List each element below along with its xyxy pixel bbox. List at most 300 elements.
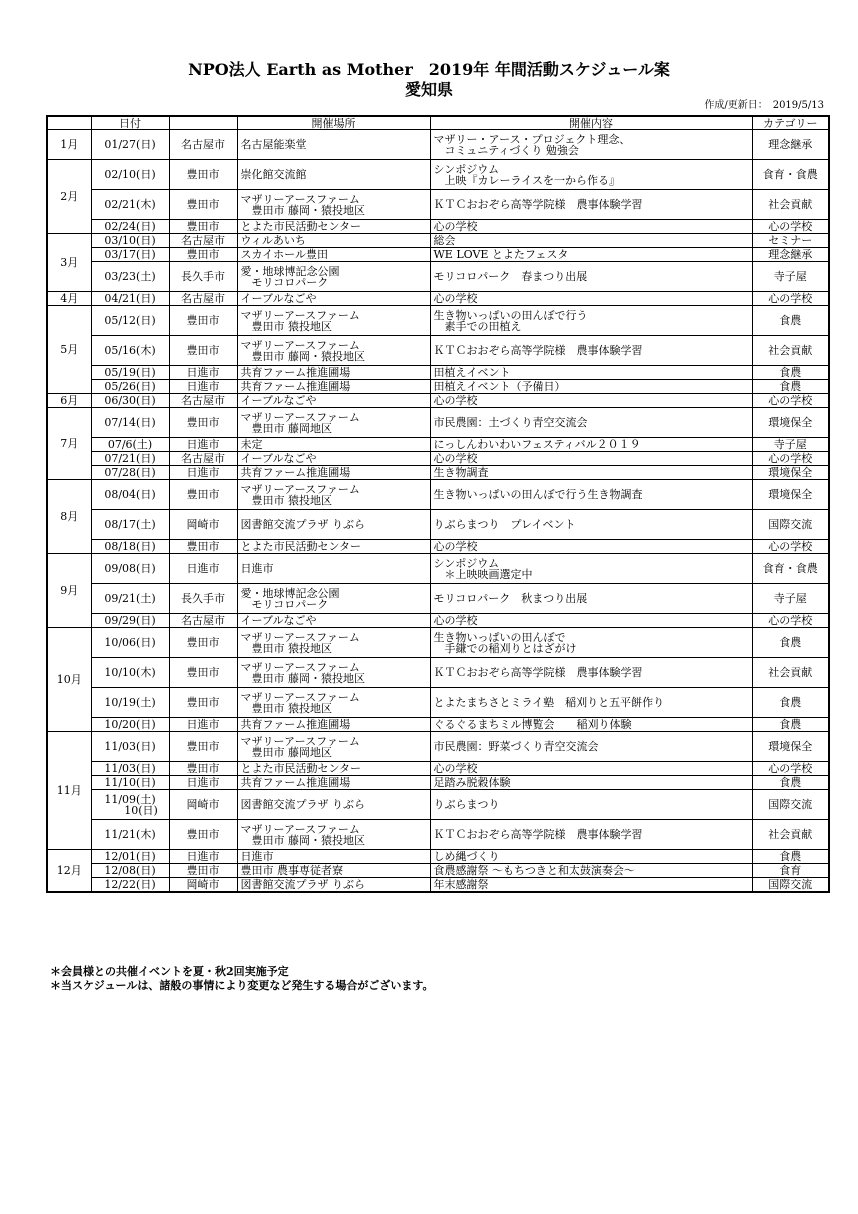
content-cell-line: 年末感謝祭: [433, 877, 489, 891]
date-cell: [91, 688, 169, 718]
city-cell: 豊田市: [169, 248, 237, 262]
month-cell: 6月: [47, 394, 91, 408]
venue-cell: [237, 718, 430, 732]
venue-cell-line: マザリーアースファーム: [240, 734, 360, 748]
content-cell: [430, 540, 752, 554]
venue-cell-line: マザリーアースファーム: [240, 690, 360, 704]
header-venue: 開催場所: [237, 116, 430, 130]
content-cell-line: 心の学校: [433, 452, 478, 465]
city-cell: 岡崎市: [169, 510, 237, 540]
venue-cell-line: 豊田市 猿投地区: [240, 701, 332, 715]
content-cell-line: ＫＴＣおおぞら高等学院様 農事体験学習: [433, 828, 643, 841]
category-cell: 国際交流: [752, 878, 829, 892]
city-cell: 豊田市: [169, 732, 237, 762]
content-cell: [430, 408, 752, 438]
venue-cell-line: マザリーアースファーム: [240, 308, 360, 322]
venue-cell: [237, 366, 430, 380]
table-row: [47, 732, 829, 762]
venue-cell-line: マザリーアースファーム: [240, 192, 360, 206]
month-cell: 4月: [47, 292, 91, 306]
date-cell: [91, 408, 169, 438]
table-row: [47, 262, 829, 292]
category-cell: 環境保全: [752, 466, 829, 480]
content-cell: [430, 554, 752, 584]
category-cell: 理念継承: [752, 130, 829, 160]
content-cell-line: 田植えイベント: [433, 366, 511, 379]
content-cell-line: 心の学校: [433, 394, 478, 407]
venue-cell: [237, 234, 430, 248]
content-cell: [430, 878, 752, 892]
content-cell: [430, 394, 752, 408]
date-cell: [91, 762, 169, 776]
city-cell: 日進市: [169, 438, 237, 452]
content-cell: [430, 292, 752, 306]
city-cell: 日進市: [169, 380, 237, 394]
header-category: カテゴリー: [752, 116, 829, 130]
content-cell: [430, 718, 752, 732]
table-row: [47, 776, 829, 790]
date-cell: [91, 554, 169, 584]
city-cell: 日進市: [169, 776, 237, 790]
venue-cell: [237, 306, 430, 336]
date-cell: [91, 452, 169, 466]
date-cell: [91, 466, 169, 480]
venue-cell: [237, 614, 430, 628]
date-cell: [91, 820, 169, 850]
category-cell: 環境保全: [752, 732, 829, 762]
venue-cell-line: 未定: [240, 438, 263, 451]
city-cell: 名古屋市: [169, 130, 237, 160]
date-cell: [91, 160, 169, 190]
content-cell-line: ＫＴＣおおぞら高等学院様 農事体験学習: [433, 344, 643, 357]
city-cell: 豊田市: [169, 220, 237, 234]
table-row: [47, 584, 829, 614]
table-row: [47, 438, 829, 452]
content-cell-line: 生き物いっぱいの田んぼで: [433, 630, 566, 644]
date-cell-line: 11/10(日): [104, 776, 156, 789]
venue-cell-line: マザリーアースファーム: [240, 482, 360, 496]
date-cell: [91, 864, 169, 878]
date-cell-line: 06/30(日): [104, 394, 156, 407]
date-cell: [91, 336, 169, 366]
header-content: 開催内容: [430, 116, 752, 130]
city-cell: 豊田市: [169, 864, 237, 878]
content-cell-line: にっしんわいわいフェスティバル２０１９: [433, 438, 641, 451]
content-cell-line: 心の学校: [433, 292, 478, 305]
city-cell: 豊田市: [169, 160, 237, 190]
venue-cell-line: 豊田市 藤岡地区: [240, 421, 332, 435]
venue-cell: [237, 658, 430, 688]
venue-cell-line: とよた市民活動センター: [240, 762, 362, 775]
header-city: [169, 116, 237, 130]
venue-cell-line: マザリーアースファーム: [240, 822, 360, 836]
date-cell: [91, 394, 169, 408]
category-cell: 食育: [752, 864, 829, 878]
content-cell: [430, 336, 752, 366]
venue-cell-line: モリコロパーク: [240, 597, 329, 611]
table-row: [47, 718, 829, 732]
content-cell-line: りぶらまつり: [433, 798, 500, 811]
month-cell: 8月: [47, 480, 91, 554]
date-cell-line: 12/01(日): [104, 850, 156, 863]
date-cell: [91, 130, 169, 160]
date-cell-line: 11/21(木): [104, 828, 156, 841]
month-cell: 1月: [47, 130, 91, 160]
city-cell: 名古屋市: [169, 452, 237, 466]
category-cell: 社会貢献: [752, 190, 829, 220]
date-cell-line: 11/03(日): [104, 740, 156, 753]
content-cell-line: 素手での田植え: [433, 319, 522, 333]
category-cell: 環境保全: [752, 408, 829, 438]
date-cell-line: 09/21(土): [104, 592, 156, 605]
city-cell: 岡崎市: [169, 790, 237, 820]
content-cell-line: 総会: [433, 234, 456, 247]
venue-cell-line: マザリーアースファーム: [240, 660, 360, 674]
venue-cell: [237, 408, 430, 438]
content-cell-line: とよたまちさとミライ塾 稲刈りと五平餅作り: [433, 696, 665, 709]
date-cell: [91, 584, 169, 614]
category-cell: 寺子屋: [752, 438, 829, 452]
venue-cell-line: 豊田市 藤岡地区: [240, 745, 332, 759]
venue-cell-line: 図書館交流プラザ りぶら: [240, 877, 365, 891]
city-cell: 岡崎市: [169, 878, 237, 892]
date-cell: [91, 438, 169, 452]
venue-cell: [237, 554, 430, 584]
venue-cell: [237, 160, 430, 190]
venue-cell-line: マザリーアースファーム: [240, 338, 360, 352]
content-cell: [430, 614, 752, 628]
date-cell-line: 05/19(日): [104, 366, 156, 379]
table-row: [47, 540, 829, 554]
date-cell-line: 05/12(日): [104, 314, 156, 327]
category-cell: 食育・食農: [752, 554, 829, 584]
schedule-body: [47, 130, 829, 892]
date-cell-line: 03/17(日): [104, 248, 156, 261]
venue-cell: [237, 732, 430, 762]
category-cell: 社会貢献: [752, 820, 829, 850]
city-cell: 日進市: [169, 466, 237, 480]
city-cell: 豊田市: [169, 336, 237, 366]
venue-cell: [237, 336, 430, 366]
month-cell: 9月: [47, 554, 91, 628]
venue-cell-line: 図書館交流プラザ りぶら: [240, 518, 365, 531]
content-cell: [430, 220, 752, 234]
date-cell-line: 08/04(日): [104, 488, 156, 501]
content-cell-line: 生き物いっぱいの田んぼで行う: [433, 308, 588, 322]
table-row: [47, 614, 829, 628]
date-cell-line: 12/08(日): [104, 864, 156, 877]
category-cell: 心の学校: [752, 614, 829, 628]
category-cell: 社会貢献: [752, 658, 829, 688]
venue-cell-line: イーブルなごや: [240, 394, 317, 407]
table-row: [47, 466, 829, 480]
date-cell: [91, 190, 169, 220]
content-cell: [430, 584, 752, 614]
table-row: [47, 292, 829, 306]
table-row: [47, 480, 829, 510]
date-cell-line: 02/10(日): [104, 168, 156, 181]
content-cell-line: 心の学校: [433, 762, 478, 775]
table-header-row: [47, 116, 829, 130]
category-cell: 食農: [752, 306, 829, 336]
date-cell-line: 04/21(日): [104, 292, 156, 305]
venue-cell-line: イーブルなごや: [240, 452, 317, 465]
venue-cell: [237, 584, 430, 614]
note-line: ＊会員様との共催イベントを夏・秋2回実施予定: [50, 965, 289, 978]
content-cell: [430, 732, 752, 762]
date-cell: [91, 540, 169, 554]
city-cell: 日進市: [169, 718, 237, 732]
category-cell: 寺子屋: [752, 262, 829, 292]
content-cell-line: 市民農園：土づくり青空交流会: [433, 416, 588, 429]
content-cell-line: 食農感謝祭 ～もちつきと和太鼓演奏会～: [433, 864, 635, 877]
date-cell-line: 08/18(日): [104, 540, 156, 553]
city-cell: 名古屋市: [169, 394, 237, 408]
date-cell-line: 10/19(土): [104, 696, 156, 709]
content-cell: [430, 776, 752, 790]
city-cell: 名古屋市: [169, 614, 237, 628]
content-cell-line: シンポジウム: [433, 162, 500, 176]
date-cell-line: 02/24(日): [104, 220, 156, 233]
venue-cell-line: 豊田市 藤岡・猿投地区: [240, 671, 365, 685]
table-row: [47, 306, 829, 336]
venue-cell-line: イーブルなごや: [240, 292, 317, 305]
venue-cell-line: 日進市: [240, 562, 274, 575]
content-cell-line: ＫＴＣおおぞら高等学院様 農事体験学習: [433, 198, 643, 211]
table-row: [47, 820, 829, 850]
category-cell: 心の学校: [752, 220, 829, 234]
date-cell: [91, 510, 169, 540]
date-cell: [91, 850, 169, 864]
venue-cell-line: 共育ファーム推進圃場: [240, 776, 351, 789]
date-cell: [91, 628, 169, 658]
venue-cell: [237, 438, 430, 452]
content-cell: [430, 628, 752, 658]
content-cell: [430, 850, 752, 864]
venue-cell-line: マザリーアースファーム: [240, 410, 360, 424]
category-cell: 社会貢献: [752, 336, 829, 366]
venue-cell: [237, 220, 430, 234]
content-cell-line: ＊上映映画選定中: [433, 567, 533, 581]
date-cell-line: 07/14(日): [104, 416, 156, 429]
date-cell: [91, 262, 169, 292]
date-cell-line: 03/23(土): [104, 270, 156, 283]
date-cell-line: 05/16(木): [104, 344, 156, 357]
date-cell: [91, 718, 169, 732]
venue-cell: [237, 480, 430, 510]
content-cell-line: 手鎌での稲刈りとはざがけ: [433, 641, 577, 655]
date-cell-line: 02/21(木): [104, 198, 156, 211]
date-cell: [91, 790, 169, 820]
date-cell-line: 09/08(日): [104, 562, 156, 575]
table-row: [47, 850, 829, 864]
city-cell: 日進市: [169, 554, 237, 584]
city-cell: 豊田市: [169, 820, 237, 850]
content-cell-line: 生き物調査: [433, 466, 489, 479]
content-cell-line: ぐるぐるまちミル博覧会 稲刈り体験: [433, 718, 632, 731]
content-cell: [430, 864, 752, 878]
content-cell-line: 足踏み脱穀体験: [433, 776, 511, 789]
content-cell: [430, 658, 752, 688]
date-cell-line: 01/27(日): [104, 138, 156, 151]
venue-cell-line: マザリーアースファーム: [240, 630, 360, 644]
date-cell-line: 11/09(土): [104, 792, 156, 806]
date-cell: [91, 380, 169, 394]
city-cell: 豊田市: [169, 408, 237, 438]
venue-cell: [237, 790, 430, 820]
date-cell: [91, 732, 169, 762]
date-cell: [91, 306, 169, 336]
content-cell-line: 上映『カレーライスを一から作る』: [433, 173, 621, 187]
venue-cell: [237, 850, 430, 864]
table-row: [47, 380, 829, 394]
date-cell-line: 10/10(木): [104, 666, 156, 679]
category-cell: 心の学校: [752, 540, 829, 554]
table-row: [47, 762, 829, 776]
content-cell-line: WE LOVE とよたフェスタ: [433, 248, 569, 261]
content-cell: [430, 820, 752, 850]
date-cell: [91, 292, 169, 306]
venue-cell-line: ウィルあいち: [240, 234, 306, 247]
venue-cell: [237, 762, 430, 776]
content-cell: [430, 480, 752, 510]
category-cell: 理念継承: [752, 248, 829, 262]
category-cell: 心の学校: [752, 292, 829, 306]
content-cell-line: モリコロパーク 秋まつり出展: [433, 592, 588, 605]
venue-cell-line: 豊田市 藤岡・猿投地区: [240, 833, 365, 847]
city-cell: 名古屋市: [169, 292, 237, 306]
venue-cell-line: イーブルなごや: [240, 614, 317, 627]
content-cell: [430, 762, 752, 776]
city-cell: 豊田市: [169, 658, 237, 688]
header-month: [47, 116, 91, 130]
table-row: [47, 130, 829, 160]
content-cell: [430, 688, 752, 718]
venue-cell: [237, 466, 430, 480]
content-cell-line: 田植えイベント（予備日）: [433, 380, 566, 393]
venue-cell-line: とよた市民活動センター: [240, 540, 362, 553]
month-cell: 10月: [47, 628, 91, 732]
content-cell-line: 心の学校: [433, 614, 478, 627]
table-row: [47, 220, 829, 234]
venue-cell-line: 愛・地球博記念公園: [240, 586, 340, 600]
city-cell: 豊田市: [169, 480, 237, 510]
city-cell: 豊田市: [169, 306, 237, 336]
content-cell-line: ＫＴＣおおぞら高等学院様 農事体験学習: [433, 666, 643, 679]
venue-cell: [237, 380, 430, 394]
venue-cell: [237, 248, 430, 262]
date-cell-line: 07/21(日): [104, 452, 156, 465]
content-cell: [430, 248, 752, 262]
content-cell: [430, 452, 752, 466]
table-row: [47, 160, 829, 190]
table-row: [47, 878, 829, 892]
date-cell-line: 08/17(土): [104, 518, 156, 531]
category-cell: 食育・食農: [752, 160, 829, 190]
content-cell: [430, 160, 752, 190]
content-cell: [430, 380, 752, 394]
date-cell-line: 10(日): [102, 803, 158, 817]
venue-cell: [237, 878, 430, 892]
venue-cell: [237, 262, 430, 292]
date-cell: [91, 248, 169, 262]
venue-cell: [237, 864, 430, 878]
table-row: [47, 554, 829, 584]
venue-cell-line: 豊田市 藤岡・猿投地区: [240, 349, 365, 363]
category-cell: 心の学校: [752, 394, 829, 408]
venue-cell-line: 豊田市 猿投地区: [240, 319, 332, 333]
city-cell: 日進市: [169, 850, 237, 864]
content-cell-line: モリコロパーク 春まつり出展: [433, 270, 588, 283]
category-cell: 食農: [752, 688, 829, 718]
city-cell: 豊田市: [169, 762, 237, 776]
category-cell: 国際交流: [752, 790, 829, 820]
table-row: [47, 394, 829, 408]
table-row: [47, 510, 829, 540]
month-cell: 12月: [47, 850, 91, 892]
venue-cell-line: 豊田市 農事専従者寮: [240, 864, 343, 877]
content-cell-line: しめ縄づくり: [433, 850, 500, 863]
category-cell: 食農: [752, 850, 829, 864]
category-cell: 食農: [752, 366, 829, 380]
content-cell: [430, 466, 752, 480]
content-cell: [430, 190, 752, 220]
city-cell: 日進市: [169, 366, 237, 380]
venue-cell-line: 共育ファーム推進圃場: [240, 718, 351, 731]
venue-cell-line: 豊田市 猿投地区: [240, 641, 332, 655]
table-row: [47, 658, 829, 688]
date-cell-line: 07/6(土): [107, 438, 153, 451]
venue-cell: [237, 540, 430, 554]
city-cell: 名古屋市: [169, 234, 237, 248]
venue-cell: [237, 130, 430, 160]
content-cell-line: 生き物いっぱいの田んぼで行う生き物調査: [433, 488, 643, 501]
venue-cell-line: 図書館交流プラザ りぶら: [240, 798, 365, 811]
category-cell: 食農: [752, 718, 829, 732]
content-cell: [430, 130, 752, 160]
venue-cell-line: 日進市: [240, 850, 274, 863]
venue-cell-line: 豊田市 猿投地区: [240, 493, 332, 507]
city-cell: 豊田市: [169, 688, 237, 718]
venue-cell: [237, 292, 430, 306]
category-cell: 心の学校: [752, 452, 829, 466]
date-cell-line: 05/26(日): [104, 380, 156, 393]
venue-cell: [237, 688, 430, 718]
table-row: [47, 688, 829, 718]
content-cell: [430, 234, 752, 248]
updated-date: 作成/更新日： 2019/5/13: [704, 100, 824, 111]
content-cell-line: りぶらまつり プレイベント: [433, 518, 576, 531]
month-cell: 3月: [47, 234, 91, 292]
content-cell-line: 心の学校: [433, 220, 478, 233]
venue-cell: [237, 394, 430, 408]
category-cell: セミナー: [752, 234, 829, 248]
month-cell: 5月: [47, 306, 91, 394]
category-cell: 寺子屋: [752, 584, 829, 614]
date-cell-line: 09/29(日): [104, 614, 156, 627]
content-cell: [430, 790, 752, 820]
content-cell: [430, 510, 752, 540]
venue-cell: [237, 776, 430, 790]
table-row: [47, 452, 829, 466]
content-cell: [430, 306, 752, 336]
date-cell-line: 03/10(日): [104, 234, 156, 247]
date-cell-line: 10/20(日): [104, 718, 156, 731]
date-cell: [91, 776, 169, 790]
content-cell-line: マザリー・アース・プロジェクト理念、: [433, 132, 631, 146]
content-cell: [430, 366, 752, 380]
date-cell-line: 12/22(日): [104, 877, 156, 891]
